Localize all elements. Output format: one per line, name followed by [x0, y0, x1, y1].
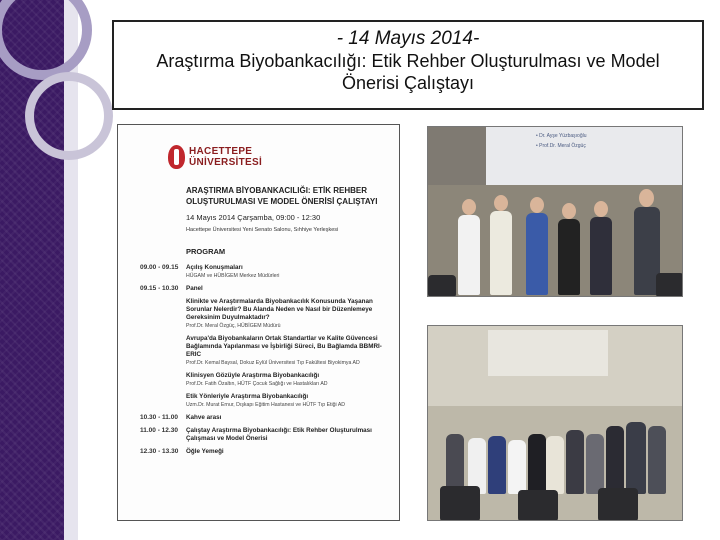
person — [458, 215, 480, 295]
schedule-time: 09.15 - 10.30 — [140, 285, 179, 292]
schedule-time: 10.30 - 11.00 — [140, 414, 178, 421]
schedule-row — [140, 448, 395, 456]
schedule-row — [140, 264, 395, 280]
schedule-sub: Uzm.Dr. Murat Ernur, Dışkapı Eğitim Hastanesi ve HÜTF Tıp Etiği AD — [186, 402, 346, 408]
person — [508, 440, 526, 494]
decorative-ring-top — [0, 0, 92, 80]
slide-title: Araştırma Biyobankacılığı: Etik Rehber Oluşturulması ve Model Önerisi Çalıştayı — [156, 51, 660, 93]
group-photo-small — [427, 126, 683, 297]
program-schedule — [140, 264, 395, 461]
screen-text-line-1: • Dr. Ayşe Yüzbaşıoğlu — [536, 133, 587, 139]
schedule-time: 09.00 - 09.15 — [140, 264, 179, 271]
schedule-time: 11.00 - 12.30 — [140, 427, 178, 434]
schedule-row — [140, 414, 395, 422]
person — [626, 422, 646, 494]
schedule-sub: HÜGAM ve HÜBİGEM Merkez Müdürleri — [186, 273, 280, 279]
person — [490, 211, 512, 295]
person-head — [462, 199, 476, 215]
logo-line-2: ÜNİVERSİTESİ — [189, 157, 263, 168]
person — [546, 436, 564, 494]
schedule-title: Klinisyen Gözüyle Araştırma Biyobankacılığı — [186, 372, 320, 379]
university-logo — [168, 145, 262, 169]
schedule-time: 12.30 - 13.30 — [140, 448, 179, 455]
person — [586, 434, 604, 494]
schedule-row — [140, 393, 395, 409]
schedule-title: Öğle Yemeği — [186, 448, 224, 455]
person-head — [562, 203, 576, 219]
person — [446, 434, 464, 494]
schedule-row — [140, 298, 395, 330]
schedule-title: Kahve arası — [186, 414, 222, 421]
logo-line-1: HACETTEPE — [189, 146, 253, 157]
program-venue: Hacettepe Üniversitesi Yeni Senato Salonu, Sıhhiye Yerleşkesi — [186, 227, 339, 233]
slide-date-line: - 14 Mayıs 2014- — [336, 28, 480, 49]
decorative-ring-bottom — [25, 72, 113, 160]
schedule-time — [140, 335, 186, 367]
chair — [656, 273, 683, 297]
chair — [598, 488, 638, 521]
schedule-title: Klinikte ve Araştırmalarda Biyobankacılık Konusunda Yaşanan Sorunlar Nelerdir? Bu Alanda Neden ve Nasıl bir Düzenlemeye Gereksinim Duyulmaktadır? — [186, 298, 373, 321]
person — [590, 217, 612, 295]
person — [558, 219, 580, 295]
schedule-row — [140, 427, 395, 443]
program-heading: ARAŞTIRMA BİYOBANKACILIĞI: ETİK REHBER OLUŞTURULMASI VE MODEL ÖNERİSİ ÇALIŞTAYI — [186, 186, 378, 206]
person-head — [530, 197, 544, 213]
schedule-title: Avrupa'da Biyobankaların Ortak Standartlar ve Kalite Güvencesi Bağlamında Yapılanması ve İşbirliği Süreci, Bu Bağlamda BBMRI-ERIC — [186, 335, 382, 358]
projection-screen — [486, 127, 683, 185]
group-photo-large — [427, 325, 683, 521]
slide-title-box — [112, 20, 704, 110]
projection-screen — [488, 330, 608, 376]
person-head — [639, 189, 654, 207]
schedule-sub: Prof.Dr. Fatih Özaltın, HÜTF Çocuk Sağlığı ve Hastalıkları AD — [186, 381, 328, 387]
schedule-time — [140, 393, 186, 409]
schedule-sub: Prof.Dr. Kemal Baysal, Dokuz Eylül Üniversitesi Tıp Fakültesi Biyokimya AD — [186, 360, 360, 366]
person — [528, 434, 546, 494]
schedule-sub: Prof.Dr. Meral Özgüç, HÜBİGEM Müdürü — [186, 323, 281, 329]
university-emblem-icon — [168, 145, 185, 169]
chair — [428, 275, 456, 297]
program-document — [117, 124, 400, 521]
person-head — [594, 201, 608, 217]
schedule-time — [140, 298, 186, 330]
person — [606, 426, 624, 494]
person-head — [494, 195, 508, 211]
schedule-title: Çalıştay Araştırma Biyobankacılığı: Etik Rehber Oluşturulması Çalışması ve Model Önerisi — [186, 427, 372, 442]
chair — [440, 486, 480, 521]
schedule-row — [140, 372, 395, 388]
program-date-time: 14 Mayıs 2014 Çarşamba, 09:00 - 12:30 — [186, 213, 321, 222]
schedule-title: Panel — [186, 285, 203, 292]
schedule-title: Açılış Konuşmaları — [186, 264, 243, 271]
schedule-row — [140, 335, 395, 367]
person — [526, 213, 548, 295]
screen-text-line-2: • Prof.Dr. Meral Özgüç — [536, 143, 586, 149]
chair — [518, 490, 558, 521]
person — [648, 426, 666, 494]
program-label: PROGRAM — [186, 247, 226, 256]
schedule-time — [140, 372, 186, 388]
person — [488, 436, 506, 494]
schedule-row — [140, 285, 395, 293]
schedule-title: Etik Yönleriyle Araştırma Biyobankacılığı — [186, 393, 309, 400]
person — [566, 430, 584, 494]
